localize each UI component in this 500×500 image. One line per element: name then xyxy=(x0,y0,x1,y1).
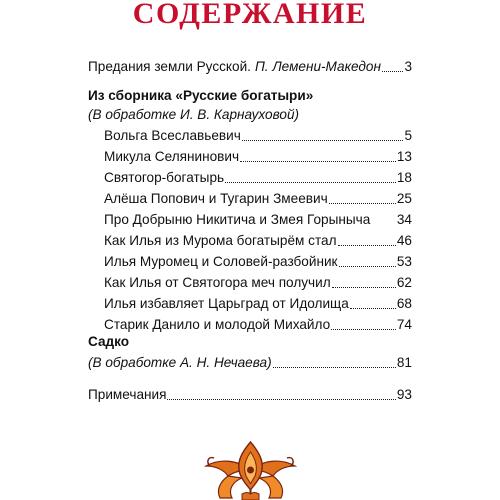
toc-entry[interactable] xyxy=(104,190,412,208)
section-heading-text: Садко xyxy=(88,334,130,349)
toc-entry-title: Про Добрыню Никитича и Змея Горыныча xyxy=(104,212,371,227)
toc-entry[interactable] xyxy=(104,169,412,187)
dot-leader xyxy=(242,140,404,141)
toc-page-number: 81 xyxy=(396,355,412,370)
toc-entry-title: Микула Селянинович xyxy=(104,149,240,164)
toc-entry-title: Илья Муромец и Соловей-разбойник xyxy=(104,254,338,269)
dot-leader xyxy=(240,161,396,162)
toc-entry-title: Как Илья от Святогора меч получил xyxy=(104,275,331,290)
toc-page-number: 5 xyxy=(404,128,412,143)
toc-page-number: 62 xyxy=(396,275,412,290)
toc-page-number: 93 xyxy=(396,387,412,402)
toc-entry[interactable] xyxy=(104,253,412,271)
dot-leader xyxy=(382,71,403,72)
toc-entry[interactable] xyxy=(104,148,412,166)
toc-page-number: 46 xyxy=(396,233,412,248)
toc-page-number: 18 xyxy=(396,170,412,185)
toc-page-number: 74 xyxy=(396,317,412,332)
dot-leader xyxy=(329,203,396,204)
toc-page-number: 13 xyxy=(396,149,412,164)
dot-leader xyxy=(273,367,396,368)
toc-entry-title: Алёша Попович и Тугарин Змеевич xyxy=(104,191,328,206)
toc-entry-notes[interactable] xyxy=(88,386,412,404)
toc-entry[interactable] xyxy=(104,232,412,250)
toc-entry-title: Предания земли Русской. xyxy=(88,59,251,74)
section-subtitle xyxy=(88,106,412,124)
toc-entry-sadko[interactable] xyxy=(88,354,412,372)
dot-leader xyxy=(339,266,396,267)
section-heading-text: Из сборника «Русские богатыри» xyxy=(88,88,314,103)
dot-leader xyxy=(338,245,396,246)
toc-entry-title: Примечания xyxy=(88,387,167,402)
toc-page-number: 34 xyxy=(396,212,412,227)
toc-page-number: 25 xyxy=(396,191,412,206)
toc-entry-title: Старик Данило и молодой Михайло xyxy=(104,317,331,332)
toc-entry[interactable] xyxy=(104,211,412,229)
section-heading xyxy=(88,87,412,105)
toc-page-number: 68 xyxy=(396,296,412,311)
dot-leader xyxy=(350,308,396,309)
floral-ornament-icon xyxy=(198,436,303,500)
dot-leader xyxy=(331,329,396,330)
toc-entry-title: Святогор-богатырь xyxy=(104,170,225,185)
toc-entry[interactable] xyxy=(104,274,412,292)
section-subtitle-text: (В обработке И. В. Карнауховой) xyxy=(88,107,300,122)
toc-entry-author: П. Лемени-Македон xyxy=(254,59,381,74)
toc-entry[interactable] xyxy=(104,316,412,334)
dot-leader xyxy=(225,182,396,183)
toc-entry-title: Илья избавляет Царьград от Идолища xyxy=(104,296,349,311)
toc-entry[interactable] xyxy=(104,127,412,145)
dot-leader xyxy=(167,399,395,400)
section-subtitle-text: (В обработке А. Н. Нечаева) xyxy=(88,355,272,370)
page-title: СОДЕРЖАНИЕ xyxy=(132,0,368,30)
toc-entry-intro[interactable] xyxy=(88,58,412,76)
toc-entry-title: Как Илья из Мурома богатырём стал xyxy=(104,233,337,248)
dot-leader xyxy=(332,287,396,288)
toc-entry[interactable] xyxy=(104,295,412,313)
toc-page-number: 3 xyxy=(404,59,412,74)
toc-entry-title: Вольга Всеславьевич xyxy=(104,128,241,143)
toc-page-number: 53 xyxy=(396,254,412,269)
section-heading xyxy=(88,333,412,351)
